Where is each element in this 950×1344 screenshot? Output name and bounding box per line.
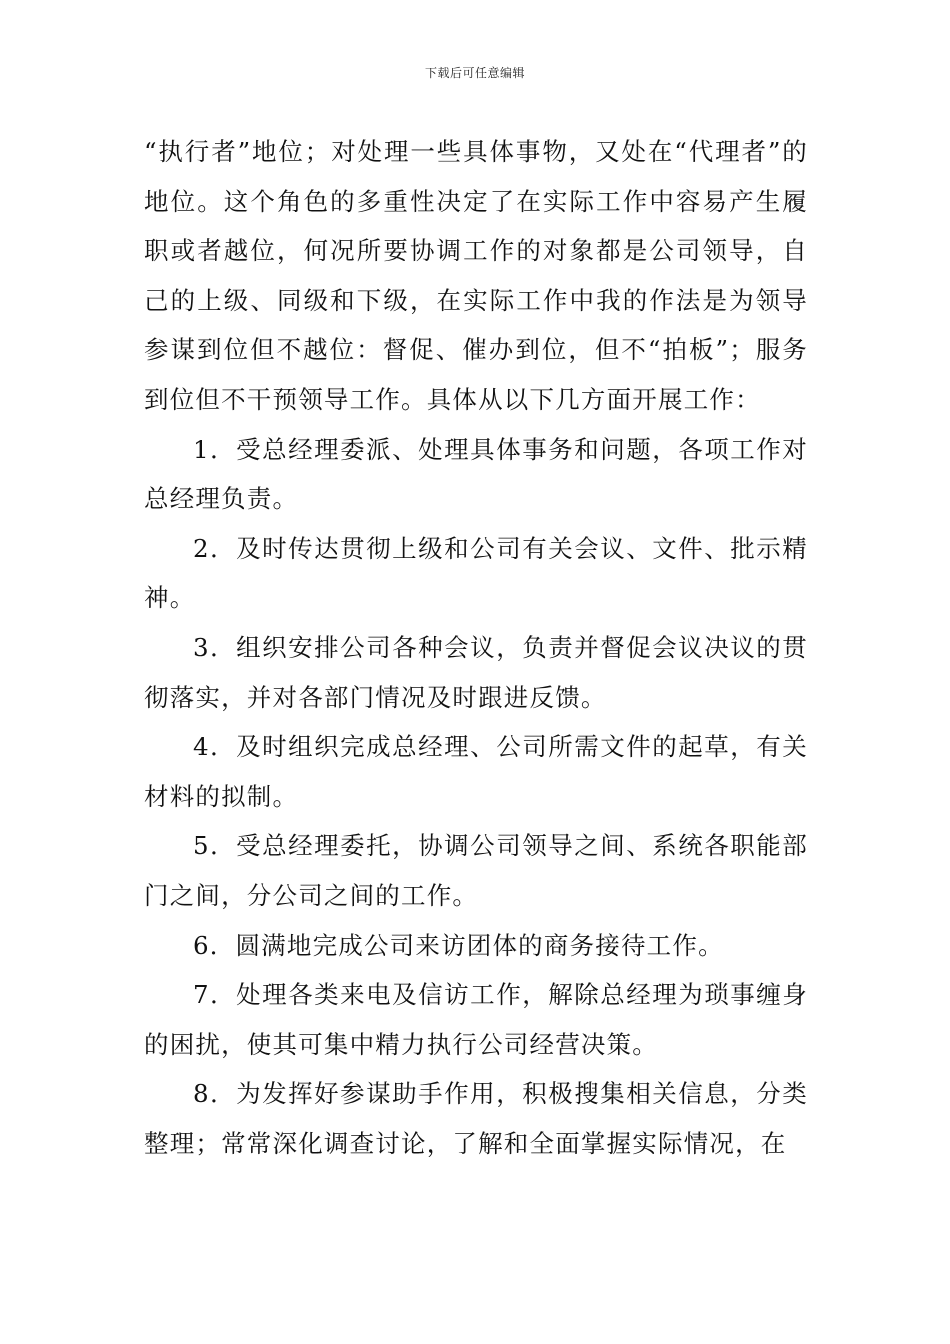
- paragraph-continuation: “执行者”地位；对处理一些具体事物，又处在“代理者”的地位。这个角色的多重性决定了在实际工作中容易产生履职或者越位，何况所要协调工作的对象都是公司领导，自己的上级、同级和下级，在实际工作中我的作法是为领导参谋到位但不越位：督促、催办到位，但不“拍板”；服务到位但不干预领导工作。具体从以下几方面开展工作：: [144, 137, 808, 414]
- document-body: [144, 127, 808, 1168]
- list-item-1: 1．受总经理委派、处理具体事务和问题，各项工作对总经理负责。: [144, 434, 808, 514]
- list-item-3: 3．组织安排公司各种会议，负责并督促会议决议的贯彻落实，并对各部门情况及时跟进反馈。: [144, 632, 808, 712]
- list-item-2: 2．及时传达贯彻上级和公司有关会议、文件、批示精神。: [144, 533, 808, 613]
- list-item-5: 5．受总经理委托，协调公司领导之间、系统各职能部门之间，分公司之间的工作。: [144, 831, 808, 910]
- list-item-4: 4．及时组织完成总经理、公司所需文件的起草，有关材料的拟制。: [144, 732, 808, 811]
- list-item-8: 8．为发挥好参谋助手作用，积极搜集相关信息，分类整理；常常深化调查讨论，了解和全面掌握实际情况，在: [144, 1079, 808, 1158]
- list-item-7: 7．处理各类来电及信访工作，解除总经理为琐事缠身的困扰，使其可集中精力执行公司经营决策。: [144, 980, 808, 1059]
- page-header-note: 下载后可任意编辑: [424, 66, 525, 80]
- list-item-6: 6．圆满地完成公司来访团体的商务接待工作。: [193, 930, 724, 960]
